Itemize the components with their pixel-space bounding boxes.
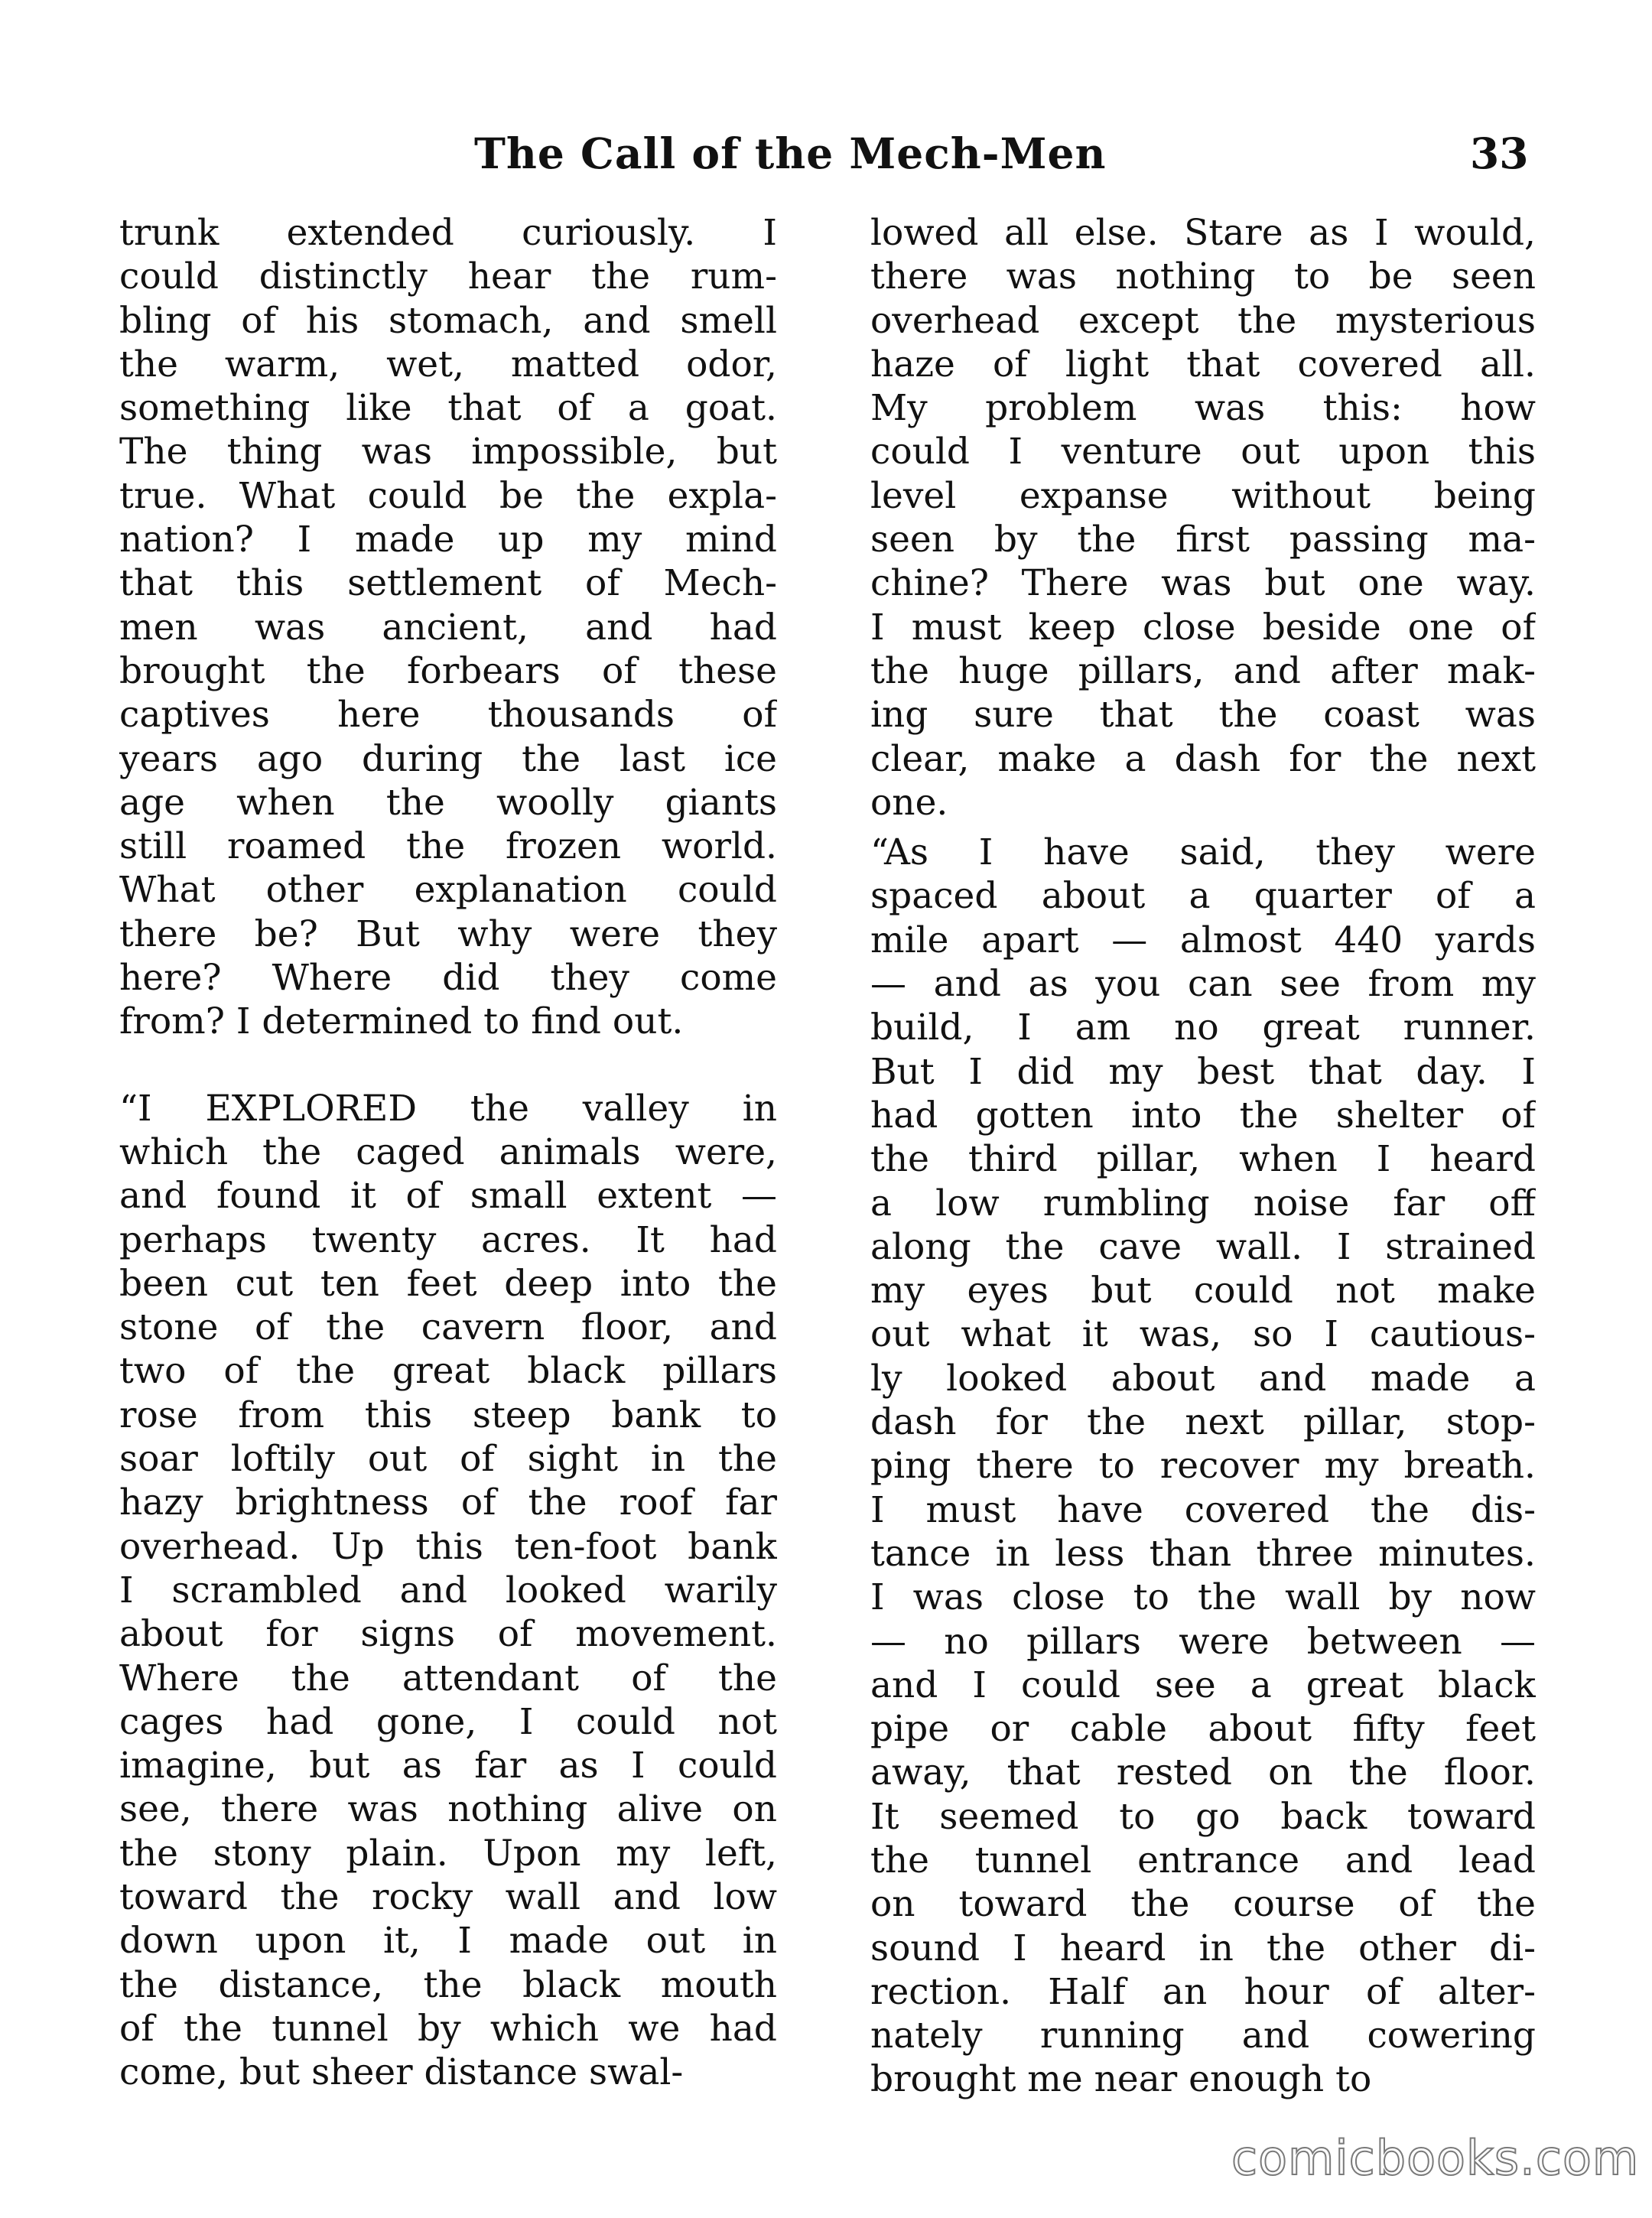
paragraph-gap [870,824,1536,831]
text-line: tance in less than three minutes. [870,1532,1536,1575]
text-line: “As I have said, they were [870,831,1536,874]
right-paragraph-1 [870,211,1536,824]
text-line: — and as you can see from my [870,963,1536,1006]
text-line: down upon it, I made out in [119,1920,777,1963]
text-line: soar loftily out of sight in the [119,1438,777,1481]
text-line: one. [870,781,948,824]
text-line: But I did my best that day. I [870,1050,1536,1093]
text-line: come, but sheer distance swal- [119,2051,684,2094]
watermark-logo: comicbooks.com [1231,2130,1640,2186]
text-line: two of the great black pillars [119,1350,777,1393]
text-line: away, that rested on the floor. [870,1751,1536,1794]
text-line: the tunnel entrance and lead [870,1839,1536,1881]
text-line: lowed all else. Stare as I would, [870,212,1536,254]
text-line: the huge pillars, and after mak- [870,649,1536,692]
left-paragraph-2 [119,1087,777,2095]
text-line: men was ancient, and had [119,606,777,649]
text-line: rection. Half an hour of alter- [870,1970,1536,2013]
text-line: had gotten into the shelter of [870,1094,1536,1137]
text-line: still roamed the frozen world. [119,825,777,868]
text-line: from? I determined to find out. [119,1000,684,1043]
text-line: along the cave wall. I strained [870,1225,1536,1268]
text-line: true. What could be the expla- [119,474,777,517]
text-line: the distance, the black mouth [119,1963,777,2006]
text-line: Where the attendant of the [119,1657,777,1699]
text-line: I was close to the wall by now [870,1576,1536,1619]
text-line: seen by the first passing ma- [870,519,1536,561]
text-line: spaced about a quarter of a [870,875,1536,918]
text-line: imagine, but as far as I could [119,1745,777,1787]
left-paragraph-1 [119,211,777,1044]
text-line: that this settlement of Mech- [119,562,777,605]
text-line: something like that of a goat. [119,387,777,430]
text-line: there was nothing to be seen [870,255,1536,298]
text-line: a low rumbling noise far off [870,1182,1536,1224]
running-title: The Call of the Mech-Men [474,128,1107,178]
text-line: the third pillar, when I heard [870,1138,1536,1181]
text-line: What other explanation could [119,869,777,912]
text-line: trunk extended curiously. I [119,212,777,254]
text-line: overhead. Up this ten-foot bank [119,1525,777,1568]
text-line: rose from this steep bank to [119,1394,777,1436]
text-line: level expanse without being [870,474,1536,517]
text-line: sound I heard in the other di- [870,1927,1536,1969]
text-line: pipe or cable about fifty feet [870,1708,1536,1751]
text-line: I must keep close beside one of [870,606,1536,649]
text-line: my eyes but could not make [870,1270,1536,1312]
paragraph-gap [119,1044,777,1087]
text-line: bling of his stomach, and smell [119,299,777,342]
text-line: and I could see a great black [870,1664,1536,1706]
text-line: years ago during the last ice [119,737,777,780]
text-line: captives here thousands of [119,694,777,737]
text-line: see, there was nothing alive on [119,1788,777,1831]
right-column [870,211,1536,2102]
text-line: perhaps twenty acres. It had [119,1218,777,1261]
text-line: there be? But why were they [119,912,777,955]
text-line: nately running and cowering [870,2015,1536,2057]
text-line: here? Where did they come [119,957,777,1000]
text-line: overhead except the mysterious [870,299,1536,342]
text-line: brought me near enough to [870,2058,1372,2101]
text-line: of the tunnel by which we had [119,2007,777,2050]
text-line: The thing was impossible, but [119,431,777,473]
text-line: could distinctly hear the rum- [119,255,777,298]
left-column [119,211,777,2094]
text-line: I must have covered the dis- [870,1488,1536,1531]
text-line: haze of light that covered all. [870,343,1536,385]
text-line: mile apart — almost 440 yards [870,919,1536,961]
text-line: the warm, wet, matted odor, [119,343,777,385]
text-line: stone of the cavern floor, and [119,1306,777,1349]
text-line: ly looked about and made a [870,1357,1536,1400]
text-line: cages had gone, I could not [119,1700,777,1743]
text-line: and found it of small extent — [119,1175,777,1218]
text-line: the stony plain. Upon my left, [119,1832,777,1875]
text-line: clear, make a dash for the next [870,737,1536,780]
text-line: about for signs of movement. [119,1613,777,1656]
text-line: It seemed to go back toward [870,1795,1536,1838]
text-line: My problem was this: how [870,387,1536,430]
text-line: chine? There was but one way. [870,562,1536,605]
text-line: on toward the course of the [870,1883,1536,1926]
text-line: which the caged animals were, [119,1130,777,1173]
text-line: toward the rocky wall and low [119,1875,777,1918]
text-line: been cut ten feet deep into the [119,1262,777,1305]
text-line: build, I am no great runner. [870,1007,1536,1049]
text-line: I scrambled and looked warily [119,1569,777,1611]
text-line: “I EXPLORED the valley in [119,1087,777,1130]
text-line: age when the woolly giants [119,781,777,824]
text-line: — no pillars were between — [870,1620,1536,1663]
text-line: ing sure that the coast was [870,694,1536,737]
text-line: nation? I made up my mind [119,519,777,561]
text-line: dash for the next pillar, stop- [870,1401,1536,1444]
page-number: 33 [1470,128,1529,178]
text-line: hazy brightness of the roof far [119,1481,777,1524]
right-paragraph-2 [870,831,1536,2102]
text-line: out what it was, so I cautious- [870,1313,1536,1356]
text-line: brought the forbears of these [119,649,777,692]
text-line: could I venture out upon this [870,431,1536,473]
text-line: ping there to recover my breath. [870,1445,1536,1488]
